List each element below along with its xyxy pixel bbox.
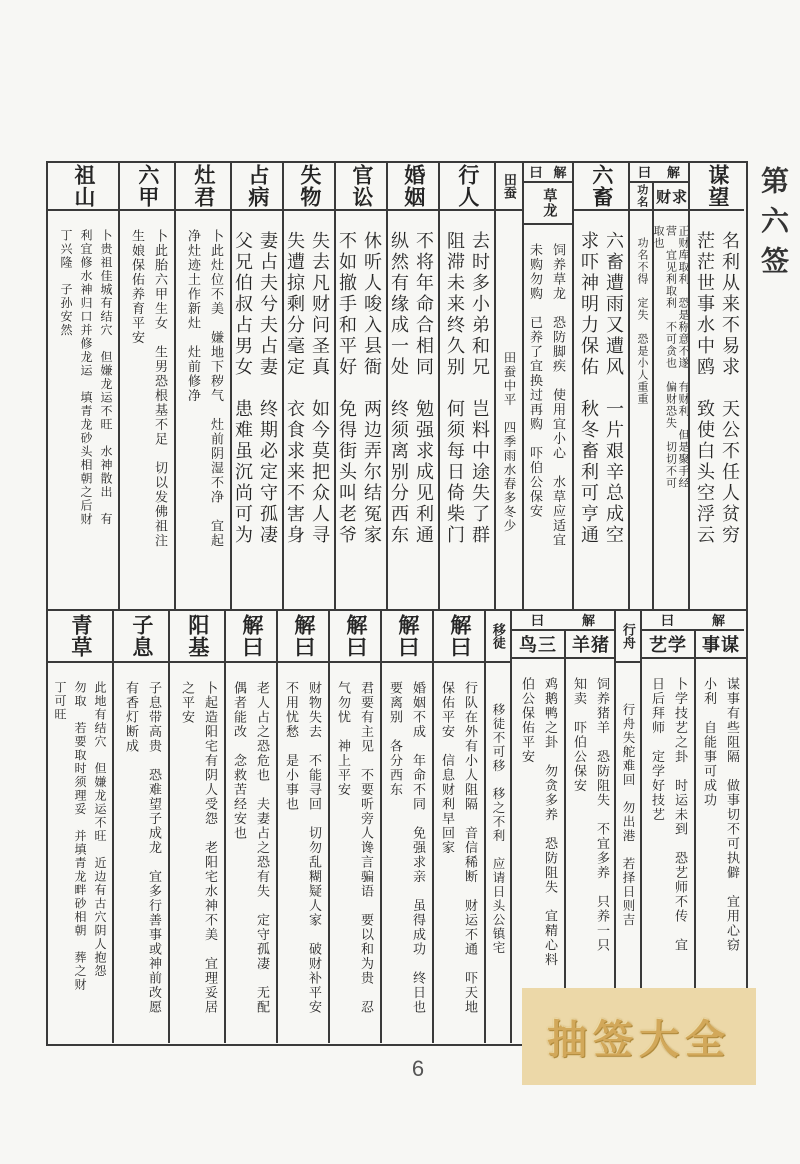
- col-header: 官讼: [349, 164, 374, 208]
- col-liuchu: [572, 163, 628, 609]
- text-line: 偶者能改 念救苦经安也: [232, 681, 247, 841]
- col-qiucai-group: [628, 163, 688, 609]
- strip-yue: 曰: [529, 164, 543, 180]
- verse-line: 失遭掠剩分毫定 衣食求来不害身: [285, 231, 305, 546]
- text-line: 功名不得 定失 恐是小人重重: [636, 237, 648, 405]
- col-hunyin: [386, 163, 438, 609]
- col-zushan: [48, 163, 118, 609]
- col-jieyue-hunyin: [380, 611, 432, 1043]
- verse-line: 纵然有缘成一处 终须离别分西东: [389, 231, 409, 546]
- col-caolong-group: [522, 163, 572, 609]
- col-header: 财求: [654, 183, 690, 211]
- jieyue-strip: [630, 163, 688, 183]
- strip-yue: 曰: [530, 612, 544, 628]
- col-qingcao: [48, 611, 112, 1043]
- col-header: 解曰: [395, 614, 420, 658]
- text-line: 气勿忧 神上平安: [336, 681, 351, 797]
- text-line: 知卖 吓伯公保安: [572, 677, 587, 793]
- col-header: 祖山: [71, 164, 96, 208]
- verse-line: 阻滞未来终久别 何须每日倚柴门: [445, 231, 465, 546]
- page-number: 6: [411, 1056, 425, 1081]
- col-header: 占病: [245, 164, 270, 208]
- col-yixue: [642, 631, 694, 1043]
- col-header: 行舟: [620, 623, 636, 649]
- jieyue-strip: [512, 611, 614, 631]
- verse-line: 休听人唆入县衙 两边弄尔结冤家: [362, 231, 382, 546]
- verse-line: 不如撤手和平好 免得街头叫老爷: [337, 231, 357, 546]
- col-header: 婚姻: [401, 164, 426, 208]
- strip-jie: 解: [666, 164, 680, 180]
- text-line: 不用忧愁 是小事也: [284, 681, 299, 812]
- text-line: 保佑平安 信息财利早回家: [440, 681, 455, 855]
- text-line: 谋事有些阻隔 做事切不可执僻 宜用心窃: [725, 677, 740, 953]
- verse-line: 不将年命合相同 勉强求成见利通: [414, 231, 434, 546]
- col-caiqiu: [652, 183, 690, 609]
- text-line: 伯公保佑平安: [520, 677, 535, 764]
- text-line: 饲养猪羊 恐防阻失 不宜多养 只养一只: [595, 677, 610, 953]
- col-header: 失物: [297, 164, 322, 208]
- text-line: 卜贵祖佳城有结穴 但嫌龙运不旺 水神散出 有: [99, 229, 113, 526]
- col-yangzhu: [564, 631, 616, 1043]
- text-line: 之平安: [180, 681, 195, 725]
- strip-yue: 曰: [660, 612, 674, 628]
- text-line: 生娘保佑养育平安: [130, 229, 145, 345]
- text-line: 行舟失舵难回 勿出港 若择日则吉: [621, 703, 635, 927]
- col-jieyue-shiwu: [276, 611, 328, 1043]
- text-line: 卜学技艺之卦 时运未到 恐艺师不传 宜: [673, 677, 688, 953]
- verse-line: 失去凡财问圣真 如今莫把众人寻: [310, 231, 330, 546]
- text-line: 老人占之恐危也 夫妻占之恐有失 定守孤凄 无配: [255, 681, 270, 1015]
- text-line: 丁可旺: [53, 681, 67, 722]
- text-line: 行队在外有小人阻隔 音信稀断 财运不通 吓天地: [463, 681, 478, 1015]
- text-line: 婚姻不成 年命不同 免强求亲 虽得成功 终日也: [411, 681, 426, 1015]
- col-header: 行人: [455, 164, 480, 208]
- fortune-table: [46, 161, 748, 1046]
- col-jieyue-xingren: [432, 611, 484, 1043]
- text-line: 鸡鹅鸭之卦 勿贪多养 恐防阻失 宜精心料: [543, 677, 558, 967]
- col-jieyue-zhanbing: [224, 611, 276, 1043]
- col-header: 解曰: [291, 614, 316, 658]
- text-line: 取也: [652, 225, 664, 249]
- col-zhuyang-group: [510, 611, 614, 1043]
- verse-line: 茫茫世事水中鸥 致使白头空浮云: [695, 231, 715, 546]
- col-liujia: [118, 163, 174, 609]
- text-line: 营 宜见利取利 不可贪也 偏财恐失 切切不可: [664, 225, 677, 489]
- verse-line: 求吓神明力保佑 秋冬畜利可亨通: [579, 231, 599, 546]
- col-niaosan: [512, 631, 564, 1043]
- col-header: 移徒: [490, 623, 506, 649]
- col-zhanbing: [230, 163, 282, 609]
- col-header: 事谋: [696, 631, 746, 659]
- col-header: 解曰: [343, 614, 368, 658]
- col-header: 灶君: [191, 164, 216, 208]
- verse-line: 六畜遭雨又遭风 一片艰辛总成空: [604, 231, 624, 546]
- page-title: 第六签: [757, 166, 788, 286]
- col-jieyue-guansong: [328, 611, 380, 1043]
- strip-yue: 曰: [637, 164, 651, 180]
- col-header: 艺学: [642, 631, 694, 659]
- verse-line: 父兄伯叔占男女 患难虽沉尚可为: [233, 231, 253, 546]
- col-header: 谋望: [705, 164, 730, 208]
- text-line: 勿取 若要取时须理妥 并填青龙畔砂相朝 葬之财: [73, 681, 87, 992]
- col-header: 羊猪: [566, 631, 616, 659]
- col-header: 田蚕: [501, 173, 517, 199]
- text-line: 君要有主见 不要听旁人谗言骗语 要以和为贵 忍: [359, 681, 374, 1015]
- text-line: 此地有结穴 但嫌龙运不旺 近边有古穴阴人抱怨: [93, 681, 107, 978]
- col-xingren: [438, 163, 494, 609]
- col-header: 鸟三: [512, 631, 564, 659]
- text-line: 要离别 各分西东: [388, 681, 403, 797]
- text-line: 财物失去 不能寻回 切勿乱糊疑人家 破财补平安: [307, 681, 322, 1015]
- strip-jie: 解: [553, 164, 567, 180]
- jieyue-strip: [642, 611, 744, 631]
- top-section: [48, 163, 746, 609]
- text-line: 田蚕中平 四季雨水春多冬少: [502, 351, 516, 533]
- verse-line: 去时多小弟和兄 岂料中途失了群: [470, 231, 490, 546]
- col-shimou: [694, 631, 746, 1043]
- col-gongming: [630, 183, 652, 609]
- strip-jie: 解: [581, 612, 595, 628]
- col-yitu: [484, 611, 510, 1043]
- col-xingzhou: [614, 611, 640, 1043]
- col-shiwu: [282, 163, 334, 609]
- col-yangji: [168, 611, 224, 1043]
- text-line: 小利 自能事可成功: [702, 677, 717, 808]
- col-header: 解曰: [447, 614, 472, 658]
- text-line: 卜此胎六甲生女 生男恐根基不足 切以发佛祖注: [153, 229, 168, 548]
- col-header: 六甲: [135, 164, 160, 208]
- text-line: 有香灯断成: [124, 681, 139, 754]
- col-header: 六畜: [589, 164, 614, 208]
- text-line: 饲养草龙 恐防脚疾 使用宜小心 水草应适宜: [551, 243, 566, 548]
- jieyue-strip: [524, 163, 572, 183]
- col-header: 草龙: [541, 188, 557, 218]
- col-header: 功名: [635, 184, 648, 208]
- bottom-section: [48, 609, 746, 1043]
- col-zixi: [112, 611, 168, 1043]
- col-header: 子息: [129, 614, 154, 658]
- verse-line: 妻占夫兮夫占妻 终期必定守孤凄: [258, 231, 278, 546]
- text-line: 卜起造阳宅有阴人受怨 老阳宅水神不美 宜理妥居: [203, 681, 218, 1015]
- col-header: 阳基: [185, 614, 210, 658]
- text-line: 子息带高贵 恐难望子成龙 宜多行善事或神前改愿: [147, 681, 162, 1015]
- verse-line: 名利从来不易求 天公不任人贫穷: [720, 231, 740, 546]
- col-tiancan: [494, 163, 522, 609]
- text-line: 净灶迹土作新灶 灶前修净: [186, 229, 201, 403]
- text-line: 丁兴隆 子孙安然: [59, 229, 73, 337]
- col-mouwang: [688, 163, 744, 609]
- col-guansong: [334, 163, 386, 609]
- text-line: 移徒不可移 移之不利 应请日头公镇宅: [491, 703, 505, 955]
- watermark-banner: [522, 988, 756, 1085]
- strip-jie: 解: [711, 612, 725, 628]
- watermark-text: 抽签大全: [547, 1017, 731, 1062]
- text-line: 正财库取利 恐是称意不遂 有财利 但是聚手经: [677, 225, 689, 489]
- text-line: 卜此灶位不美 嫌地下秽气 灶前阴湿不净 宜起: [209, 229, 224, 548]
- col-moushi-group: [640, 611, 744, 1043]
- col-zaojun: [174, 163, 230, 609]
- col-header: 解曰: [239, 614, 264, 658]
- col-header: 青草: [68, 614, 93, 658]
- text-line: 日后拜师 定学好技艺: [650, 677, 665, 822]
- text-line: 未购勿购 已养了宜换过再购 吓伯公保安: [528, 243, 543, 519]
- text-line: 利宜修水神归口并修龙运 填青龙砂头相朝之后财: [79, 229, 93, 526]
